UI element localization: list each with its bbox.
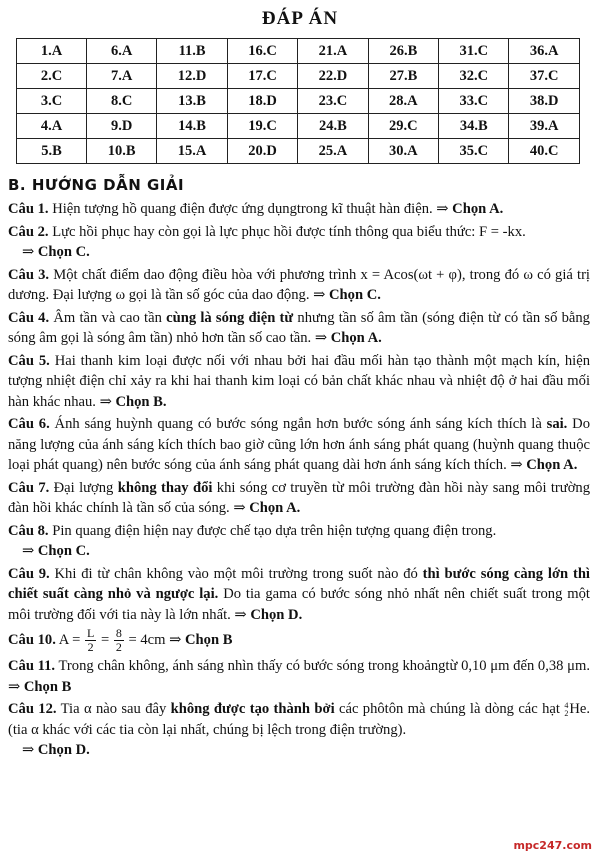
question-label: Câu 5. bbox=[8, 352, 50, 369]
answer-cell: 27.B bbox=[368, 64, 438, 89]
fraction: $\frac{8}{2}$ bbox=[115, 626, 122, 654]
section-title: B. HƯỚNG DẪN GIẢI bbox=[8, 176, 185, 194]
answer-cell: 25.A bbox=[298, 139, 368, 164]
answer-choice: Chọn C. bbox=[329, 287, 381, 303]
answer-cell: 15.A bbox=[157, 139, 227, 164]
fraction: $\frac{L}{2}$ bbox=[86, 626, 95, 654]
answer-cell: 11.B bbox=[157, 39, 227, 64]
answer-cell: 12.D bbox=[157, 64, 227, 89]
answer-cell: 4.A bbox=[17, 114, 87, 139]
answer-cell: 35.C bbox=[439, 139, 509, 164]
solution-q4: Câu 4. Âm tần và cao tần cùng là sóng điện từ nhưng tần số âm tần (sóng điện từ có tần số bằng sóng âm gọi là sóng âm tần) nhỏ hơn tần số cao tần. ⇒ Chọn A. bbox=[8, 309, 590, 346]
answer-table bbox=[16, 38, 580, 164]
table-row bbox=[17, 89, 580, 114]
answer-cell: 7.A bbox=[86, 64, 156, 89]
answer-choice: Chọn A. bbox=[452, 201, 504, 217]
answer-cell: 30.A bbox=[368, 139, 438, 164]
answer-cell: 24.B bbox=[298, 114, 368, 139]
solution-q12: Câu 12. Tia α nào sau đây không được tạo thành bởi các phôtôn mà chúng là dòng các hạt 4 2 He. (tia α khác với các tia còn lại nhất, chúng bị lệch trong điện trường). ⇒ Chọn D. bbox=[8, 700, 590, 758]
answer-cell: 26.B bbox=[368, 39, 438, 64]
question-label: Câu 7. bbox=[8, 479, 50, 496]
solution-q11: Câu 11. Trong chân không, ánh sáng nhìn thấy có bước sóng trong khoảngtừ 0,10 μm đến 0,38 μm. ⇒ Chọn B bbox=[8, 658, 590, 695]
question-label: Câu 6. bbox=[8, 416, 50, 432]
answer-cell: 40.C bbox=[509, 139, 580, 164]
solution-q5: Câu 5. Hai thanh kim loại được nối với nhau bởi hai đầu mối hàn tạo thành một mạch kín, hiện tượng nhiệt điện chỉ xảy ra khi hai thanh kim loại có bản chất khác nhau và nhiệt độ ở hai đầu mối hàn khác nhau. ⇒ Chọn B. bbox=[8, 352, 590, 410]
table-row bbox=[17, 64, 580, 89]
question-label: Câu 3. bbox=[8, 266, 50, 283]
question-label: Câu 10. bbox=[8, 631, 56, 648]
question-label: Câu 4. bbox=[8, 309, 50, 326]
answer-cell: 29.C bbox=[368, 114, 438, 139]
question-label: Câu 1. bbox=[8, 201, 49, 217]
answer-cell: 20.D bbox=[227, 139, 297, 164]
answer-choice: Chọn C. bbox=[37, 244, 90, 260]
answer-cell: 9.D bbox=[86, 114, 156, 139]
answer-choice: Chọn D. bbox=[250, 606, 303, 623]
answer-cell: 32.C bbox=[439, 64, 509, 89]
question-label: Câu 8. bbox=[8, 522, 49, 539]
answer-cell: 36.A bbox=[509, 39, 580, 64]
question-label: Câu 12. bbox=[8, 701, 57, 717]
table-row bbox=[17, 114, 580, 139]
solution-q7: Câu 7. Đại lượng không thay đổi khi sóng cơ truyền từ môi trường đàn hồi này sang môi trường đàn hồi khác chính là tần số của sóng. ⇒ Chọn A. bbox=[8, 479, 591, 516]
question-label: Câu 11. bbox=[8, 658, 56, 674]
answer-cell: 13.B bbox=[157, 89, 227, 114]
answer-choice: Chọn B bbox=[185, 631, 233, 648]
answer-cell: 1.A bbox=[17, 39, 87, 64]
answer-cell: 37.C bbox=[509, 64, 580, 89]
answer-choice: Chọn C. bbox=[37, 543, 90, 559]
solution-q3: Câu 3. Một chất điểm dao động điều hòa với phương trình x = Acos(ωt + φ), trong đó ω có giá trị dương. Đại lượng ω gọi là tần số góc của dao động. ⇒ Chọn C. bbox=[8, 266, 590, 303]
answer-cell: 31.C bbox=[439, 39, 509, 64]
solution-q8: Câu 8. Pin quang điện hiện nay được chế tạo dựa trên hiện tượng quang điện trong. ⇒ Chọn C. bbox=[8, 522, 497, 559]
solution-q1: Câu 1. Hiện tượng hồ quang điện được ứng dụngtrong kĩ thuật hàn điện. ⇒ Chọn A. bbox=[8, 201, 504, 217]
answer-cell: 28.A bbox=[368, 89, 438, 114]
answer-cell: 22.D bbox=[298, 64, 368, 89]
formula: A = $\frac{L}{2}$ = $\frac{8}{2}$ = 4cm ⇒ bbox=[58, 626, 186, 654]
answer-cell: 10.B bbox=[86, 139, 156, 164]
answer-choice: Chọn A. bbox=[249, 500, 301, 516]
watermark: mpc247.com bbox=[513, 839, 592, 852]
solution-q9: Câu 9. Khi đi từ chân không vào một môi trường trong suốt nào đó thì bước sóng càng lớn thì chiết suất càng nhỏ và ngược lại. Do tia gama có bước sóng nhỏ nhất nên chiết suất trong một môi trường đối với tia này là lớn nhất. ⇒ Chọn D. bbox=[8, 565, 590, 623]
answer-cell: 6.A bbox=[86, 39, 156, 64]
solution-q10 bbox=[8, 627, 590, 654]
answer-cell: 17.C bbox=[227, 64, 297, 89]
answer-cell: 16.C bbox=[227, 39, 297, 64]
answer-cell: 33.C bbox=[439, 89, 509, 114]
solutions-list bbox=[8, 199, 590, 761]
answer-cell: 39.A bbox=[509, 114, 580, 139]
answer-cell: 19.C bbox=[227, 114, 297, 139]
answer-cell: 5.B bbox=[17, 139, 87, 164]
answer-cell: 34.B bbox=[439, 114, 509, 139]
isotope-notation: 4 2 bbox=[564, 700, 569, 718]
answer-cell: 38.D bbox=[509, 89, 580, 114]
answer-choice: Chọn B bbox=[23, 678, 72, 695]
answer-cell: 8.C bbox=[86, 89, 156, 114]
question-label: Câu 9. bbox=[8, 565, 50, 582]
page-title: ĐÁP ÁN bbox=[261, 8, 339, 29]
answer-cell: 18.D bbox=[227, 89, 297, 114]
answer-cell: 14.B bbox=[157, 114, 227, 139]
answer-cell: 21.A bbox=[298, 39, 368, 64]
table-row bbox=[17, 139, 580, 164]
answer-cell: 23.C bbox=[298, 89, 368, 114]
answer-cell: 2.C bbox=[17, 64, 87, 89]
answer-choice: Chọn D. bbox=[37, 742, 90, 758]
question-label: Câu 2. bbox=[8, 223, 49, 240]
solution-q2: Câu 2. Lực hồi phục hay còn gọi là lực phục hồi được tính thông qua biểu thức: F = -kx. ⇒ Chọn C. bbox=[8, 223, 526, 260]
answer-choice: Chọn A. bbox=[330, 330, 382, 346]
answer-cell: 3.C bbox=[17, 89, 87, 114]
answer-choice: Chọn A. bbox=[526, 457, 578, 473]
solution-q6: Câu 6. Ánh sáng huỳnh quang có bước sóng ngắn hơn bước sóng ánh sáng kích thích là sai. Do năng lượng của ánh sáng kích thích bao giờ cũng lớn hơn ánh sáng phát quang (huỳnh quang thuộc loại phát quang) nên bước sóng của ánh sáng phát quang dài hơn ánh sáng kích thích. ⇒ Chọn A. bbox=[8, 416, 590, 473]
table-row bbox=[17, 39, 580, 64]
answer-choice: Chọn B. bbox=[115, 393, 167, 410]
